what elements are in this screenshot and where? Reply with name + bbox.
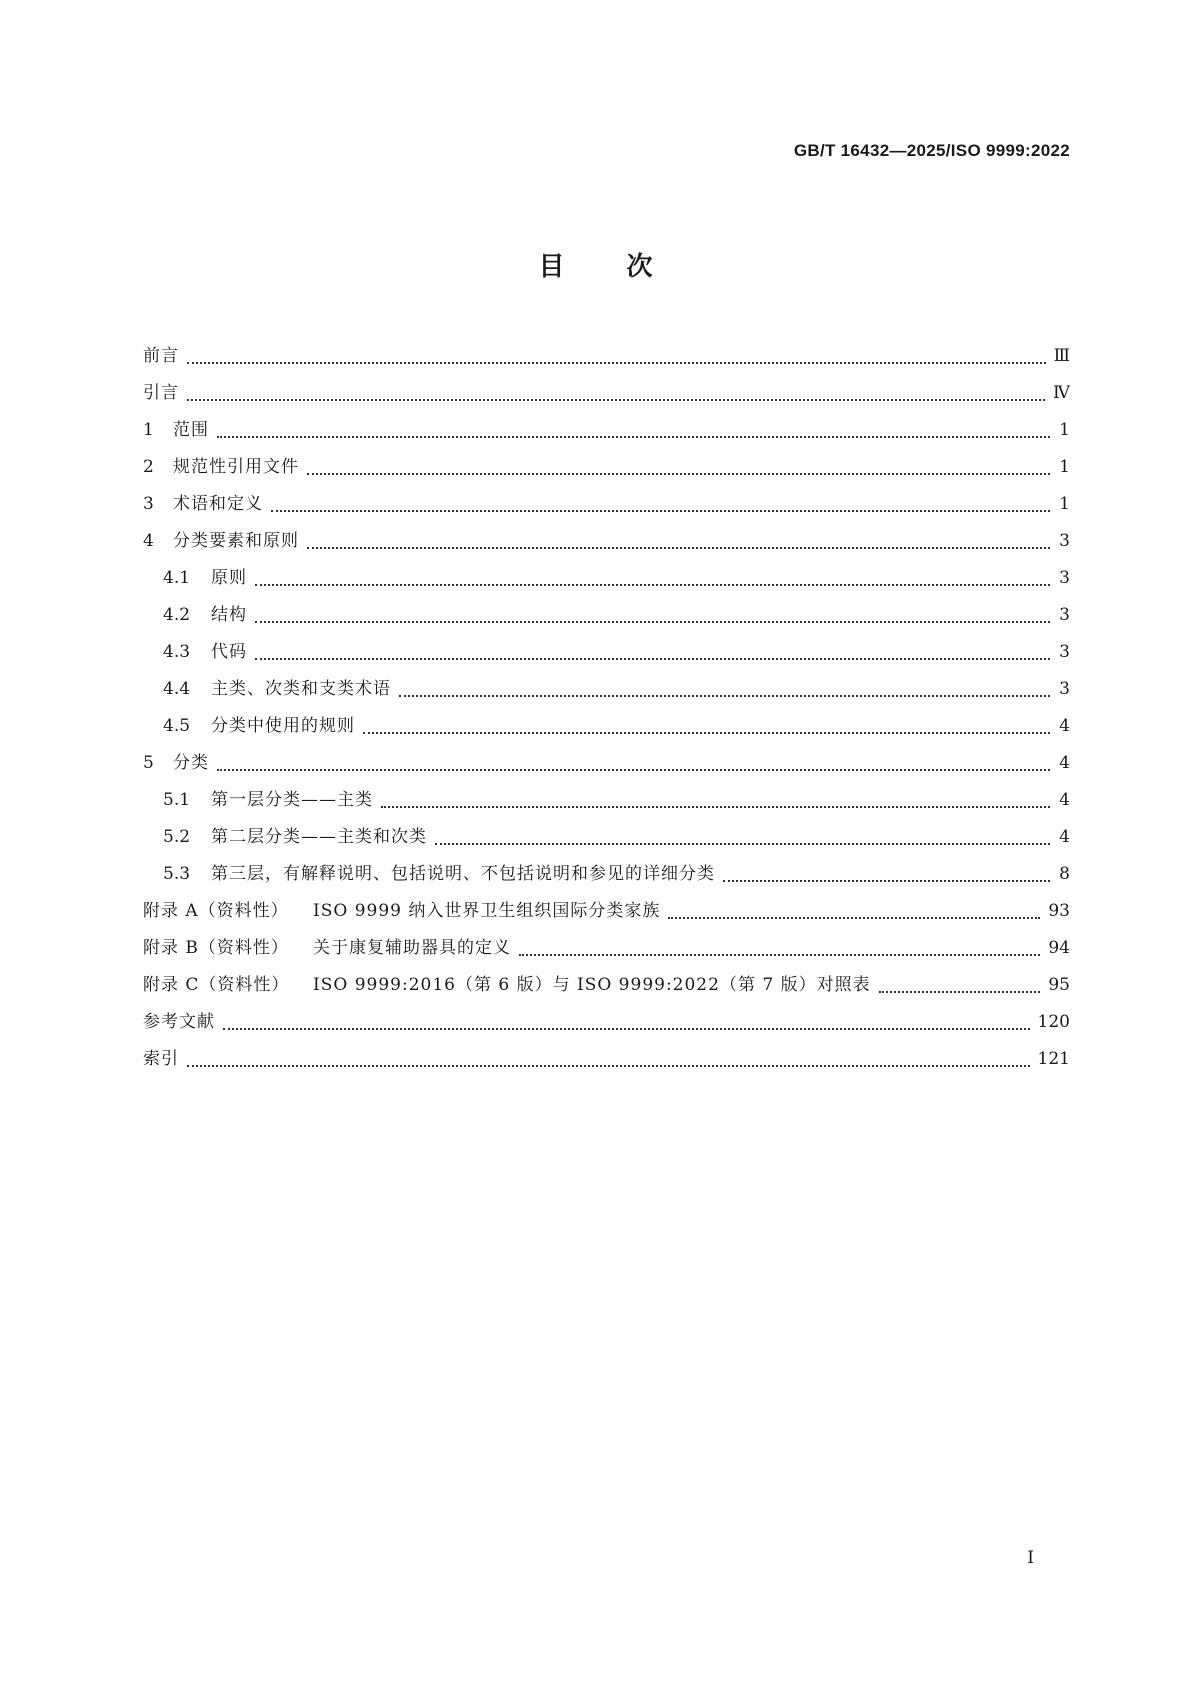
toc-entry[interactable] (143, 708, 1070, 745)
toc-entry[interactable] (143, 634, 1070, 671)
toc-entry[interactable] (143, 1004, 1070, 1041)
dot-leader (217, 769, 1050, 771)
toc-entry-label: 第一层分类——主类 (211, 790, 373, 810)
toc-entry-number: 5.2 (163, 827, 191, 847)
toc-entry-number: 5.3 (163, 864, 191, 884)
toc-entry-label: 第三层，有解释说明、包括说明、不包括说明和参见的详细分类 (211, 864, 715, 884)
toc-entry-label: 原则 (211, 568, 247, 588)
toc-entry-label: 规范性引用文件 (173, 457, 299, 477)
dot-leader (879, 991, 1041, 993)
toc-entry-page: 4 (1059, 716, 1070, 736)
toc-entry-page: 1 (1059, 420, 1070, 440)
toc-entry-label: 范围 (173, 420, 209, 440)
toc-entry-label: 前言 (143, 346, 179, 366)
toc-entry-label: 引言 (143, 383, 179, 403)
dot-leader (381, 806, 1050, 808)
toc-entry-page: 95 (1048, 975, 1070, 995)
toc-entry-label: 分类中使用的规则 (211, 716, 355, 736)
toc-entry-page: 3 (1059, 642, 1070, 662)
dot-leader (435, 843, 1050, 845)
toc-entry-label: 结构 (211, 605, 247, 625)
toc-entry-page: 121 (1037, 1049, 1070, 1069)
page-title: 目次 (538, 252, 715, 282)
toc-entry[interactable] (143, 745, 1070, 782)
toc-entry-page: 1 (1059, 494, 1070, 514)
toc-entry-number: 4.2 (163, 605, 191, 625)
toc-entry-page: 93 (1048, 901, 1070, 921)
toc-entry[interactable] (143, 486, 1070, 523)
toc-entry[interactable] (143, 671, 1070, 708)
dot-leader (223, 1028, 1030, 1030)
toc-entry-label: 索引 (143, 1049, 179, 1069)
toc-entry-page: 4 (1059, 827, 1070, 847)
toc-entry-number: 4.3 (163, 642, 191, 662)
toc-entry[interactable] (143, 560, 1070, 597)
dot-leader (307, 547, 1050, 549)
dot-leader (519, 954, 1040, 956)
toc-entry[interactable] (143, 449, 1070, 486)
toc-entry-page: 1 (1059, 457, 1070, 477)
toc-entry-label: 参考文献 (143, 1012, 215, 1032)
toc-entry-number: 5 (143, 753, 154, 773)
dot-leader (187, 399, 1045, 401)
footer-page-number: Ⅰ (1027, 1548, 1034, 1568)
toc-entry-label: 关于康复辅助器具的定义 (313, 938, 511, 958)
toc-entry[interactable] (143, 819, 1070, 856)
toc-entry-page: 4 (1059, 790, 1070, 810)
toc-annex-kind: 附录 A（资料性） (143, 901, 289, 921)
toc-entry-label: ISO 9999 纳入世界卫生组织国际分类家族 (313, 901, 661, 921)
toc-entry[interactable] (143, 597, 1070, 634)
toc-annex-label (143, 893, 660, 930)
toc-entry-number: 3 (143, 494, 154, 514)
dot-leader (187, 1065, 1030, 1067)
dot-leader (255, 621, 1050, 623)
toc-entry-label: ISO 9999:2016（第 6 版）与 ISO 9999:2022（第 7 版）对照表 (313, 975, 871, 995)
toc-entry-label: 第二层分类——主类和次类 (211, 827, 427, 847)
toc-entry-page: 8 (1059, 864, 1070, 884)
table-of-contents (143, 338, 1070, 1078)
toc-entry[interactable] (143, 338, 1070, 375)
toc-annex-label (143, 930, 511, 967)
toc-entry[interactable] (143, 782, 1070, 819)
dot-leader (271, 510, 1050, 512)
toc-entry-page: 94 (1048, 938, 1070, 958)
dot-leader (723, 880, 1050, 882)
toc-entry-label: 分类要素和原则 (173, 531, 299, 551)
toc-entry-label: 术语和定义 (173, 494, 263, 514)
toc-entry[interactable] (143, 375, 1070, 412)
toc-entry-page: 3 (1059, 679, 1070, 699)
toc-entry-number: 4 (143, 531, 154, 551)
toc-entry[interactable] (143, 523, 1070, 560)
toc-entry-label: 主类、次类和支类术语 (211, 679, 391, 699)
toc-annex-label (143, 967, 871, 1004)
toc-entry[interactable] (143, 412, 1070, 449)
dot-leader (255, 658, 1050, 660)
toc-entry-page: 3 (1059, 531, 1070, 551)
dot-leader (668, 917, 1040, 919)
toc-entry[interactable] (143, 1041, 1070, 1078)
toc-entry[interactable] (143, 893, 1070, 930)
toc-annex-kind: 附录 B（资料性） (143, 938, 289, 958)
toc-entry-page: Ⅳ (1053, 383, 1070, 403)
dot-leader (399, 695, 1050, 697)
toc-entry-page: 120 (1037, 1012, 1070, 1032)
dot-leader (255, 584, 1050, 586)
dot-leader (187, 362, 1046, 364)
toc-entry-label: 代码 (211, 642, 247, 662)
toc-entry[interactable] (143, 930, 1070, 967)
toc-entry-page: Ⅲ (1053, 346, 1070, 366)
standard-code-header: GB/T 16432—2025/ISO 9999:2022 (793, 141, 1070, 160)
toc-entry-number: 4.5 (163, 716, 191, 736)
toc-entry-page: 4 (1059, 753, 1070, 773)
toc-entry-page: 3 (1059, 605, 1070, 625)
toc-annex-kind: 附录 C（资料性） (143, 975, 290, 995)
dot-leader (307, 473, 1050, 475)
toc-entry-number: 5.1 (163, 790, 191, 810)
toc-entry-number: 1 (143, 420, 154, 440)
dot-leader (217, 436, 1050, 438)
toc-entry[interactable] (143, 967, 1070, 1004)
toc-entry[interactable] (143, 856, 1070, 893)
toc-entry-number: 2 (143, 457, 154, 477)
toc-entry-number: 4.1 (163, 568, 191, 588)
dot-leader (363, 732, 1050, 734)
toc-entry-page: 3 (1059, 568, 1070, 588)
toc-entry-label: 分类 (173, 753, 209, 773)
toc-entry-number: 4.4 (163, 679, 191, 699)
